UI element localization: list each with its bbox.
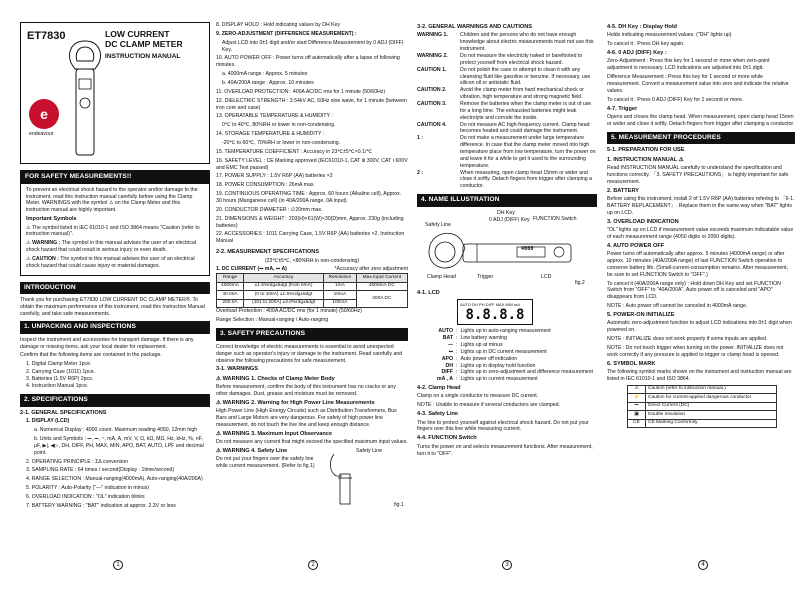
unpacking-text-2: Confirm that the following items are contained in the package. [20, 352, 162, 359]
spec-temp-coefficient: 15. TEMPERATURE COEFFICIENT : Accuracy in 23℃±5℃×0.1/℃ [216, 148, 373, 155]
safety-box [20, 170, 210, 276]
spec-dielectric: 12. DIELECTRIC STRENGTH : 3.54kV AC, 50Hz sine wave, for 1 minute (between iron core and case) [216, 97, 407, 111]
trigger-label: Trigger [477, 273, 494, 280]
dc-current-note: *Accuracy after zero adjustment [334, 266, 408, 273]
column-2 [216, 22, 408, 508]
battery-text: Before using this instrument, install 2 of 1.5V R6P (AA) batteries refering to 「6-1. BATTERY REPLACEMENT」. Replace them in the same way when "BAT" lights up on LCD. [607, 196, 795, 216]
list-item: CAUTION 3. Remove the batteries when the clamp meter is out of use for a long time. The exhausted batteries might leak electrolyte and corrode the inside. [417, 100, 592, 121]
table-row: 4000mA ±1.5%rdg±5dgt (from 5mA) 1mA 4000mA DC [217, 282, 408, 291]
warning-2-title: ⚠ WARNING 2. Warning for High Power Line Measurements [216, 399, 375, 406]
measurement-specs-heading: 2-2. MEASUREMENT SPECIFICATIONS [216, 249, 320, 256]
list-item: CAUTION 2. Avoid the clamp meter from hard mechanical shock or vibration, high temperature and strong magnetic field. [417, 87, 584, 101]
dc-current-heading: 1. DC CURRENT (⎓ mA, ⎓ A) [216, 266, 287, 273]
warning-4-block [216, 448, 408, 508]
initialize-note-1: NOTE : INITIALIZE does not work properly if some inputs are applied. [607, 336, 768, 343]
spec-zero-adjustment: 9. ZERO-ADJUSTMENT (DIFFERENCE MEASUREMENT) : [216, 30, 357, 37]
warning-3-text: Do not measure any current that might exceed the specified maximum input values. [216, 439, 408, 446]
warning-4-title: ⚠ WARNING 4. Safety Line [216, 448, 288, 455]
unpacking-text-1: Inspect the instrument and accessories for transport damage. If there is any damage or missing items, ask your local dealer for replacement. [20, 336, 194, 350]
list-item: — : Lights up at minus [447, 341, 503, 348]
spec-overload-protection: 11. OVERLOAD PROTECTION : 400A AC/DC rms for 1 minute (50/60Hz) [216, 88, 386, 95]
overload-heading: 3. OVERLOAD INDICATION [607, 218, 679, 225]
table-row: ⎓ Direct Current (DC) [628, 402, 777, 411]
symbol-mark-text: The following symbol marks shown on the instrument and instruction manual are listed in IEC 61010-1 and ISO 3864. [607, 369, 792, 382]
clamp-head-heading: 4-2. Clamp Head [417, 385, 461, 392]
spec-display-hold: 8. DISPLAY HOLD : Hold indicating values by DH Key [216, 22, 341, 28]
list-item: 1 : Do not make a measurement under large temperature difference. In case that the clamp meter moved into high temperature place from low temperature, turn the power on and leave it for a while to get it used to the surrounding temperature. [417, 135, 596, 169]
safety-intro: To prevent an electrical shock hazard to the operator and/or damage to the instrument, read this instruction manual carefully before using the Clamp Meter. WARNINGS with the symbol ⚠ on the Clamp Meter and this instruction manual are highly important. [26, 186, 198, 214]
introduction-text: Thank you for purchasing ET7830 LOW CURRENT DC CLAMP METER®. To obtain the maximum performance of this instrument, read this Instruction Manual carefully, and take safe measurements. [20, 297, 205, 318]
spec-apo-4000ma: a. 4000mA range : Approx. 5 minutes [222, 71, 308, 78]
safety-line-figure [326, 448, 378, 506]
clamp-head-text: Clamp on a single conductor to measure DC current. [417, 393, 539, 400]
spec-operating-principle: 2. OPERATING PRINCIPLE : ΣΔ conversion [26, 458, 128, 465]
safety-precautions-header: 3. SAFETY PRECAUTIONS [216, 328, 408, 341]
high-voltage-icon: ⚡ [628, 394, 646, 403]
trigger-text: Opens and closes the clamp head. When measurement, open clamp head 15mm or wider and close it softly. Detach fingers from trigger after clamping a conductor. [607, 114, 795, 127]
clamp-head-label: Clamp Head [427, 273, 456, 280]
preparation-heading: 5-1. PREPARATION FOR USE [607, 147, 685, 154]
safety-line-label: Safety Line [356, 448, 382, 455]
spec-apo-40a: b. 40A/200A range : Approx. 10 minutes [222, 80, 314, 87]
dc-current-table [216, 273, 408, 308]
warning-1-text: Before measurement, confirm the body of this instrument has no cracks or any other damages. Dust, grease and moisture must be removed. [216, 384, 396, 397]
lcd-heading: 4-1. LCD [417, 289, 440, 296]
model-number: ET7830 [27, 30, 66, 42]
apo-heading: 4. AUTO POWER OFF [607, 242, 665, 249]
safety-precautions-intro: Correct knowledge of electric measurements is essential to avoid unexpected danger such as operator's injury or damage to the instrument. Read carefully and observe the following precautions for safe measurement. [216, 343, 403, 364]
spec-zero-adjustment-text: Adjust LCD into 0±1 digit and/or start Difference Measurement by 0 ADJ (DIFF) Key. [222, 39, 404, 53]
symbol-table [627, 385, 777, 429]
function-switch-text: Turns the power on and selects measurement functions. After measurement, turn it to "OFF". [417, 443, 593, 457]
general-specs-heading: 2-1. GENERAL SPECIFICATIONS [20, 409, 107, 416]
list-item: WARNING 2. Do not measure the electricity naked or barefooted to protect yourself from electrical shock hazard. [417, 52, 583, 66]
table-header: Range [217, 274, 244, 283]
caution-icon: ⚠ [678, 156, 684, 163]
spec-overload: 6. OVERLOAD INDICATION : "OL" indication blinks [26, 493, 145, 500]
table-row: ▣ Double Insulation [628, 411, 777, 420]
zero-key-label: 0 ADJ (DIFF) Key [489, 216, 530, 223]
package-list [20, 361, 210, 390]
spec-range-selection: 4. RANGE SELECTION : Manual-ranging(4000mA), Auto-ranging(40A/200A) [26, 476, 203, 483]
spec-storage-temp-text: -20℃ to 60℃, 70%RH or lower in non-condensing. [222, 140, 341, 147]
list-item: ⎓ : Lights up in DC current measurement [448, 348, 547, 355]
table-row: ⚠ Caution (refer to instruction manual.) [628, 385, 777, 394]
column-4 [607, 22, 795, 428]
safety-line-text: The line to protect yourself against electrical shock hazard. Do not put your fingers over this line while measuring current. [417, 419, 589, 433]
fig1-caption: fig.1 [394, 502, 404, 509]
important-symbols-heading: Important Symbols [26, 216, 77, 223]
dh-key-label: DH Key [497, 209, 515, 216]
initialize-note-2: NOTE : Do not touch trigger when turning on the power. INITIALIZE does not work correctly if any pressure is applied to trigger or clamp head is opened. [607, 345, 784, 358]
spec-safety-level: 16. SAFETY LEVEL : CE Marking approved (IEC61010-1, CAT Ⅲ 300V, CAT Ⅰ 600V and EMC Test passed) [216, 157, 408, 171]
lcd-annunciators: AUTO DH PH DIFF MAX MIN mA [460, 302, 520, 308]
brand-logo: e [29, 99, 59, 129]
column-3 [417, 22, 597, 459]
table-header: Resolution [324, 274, 357, 283]
page-number-1: 1 [113, 560, 123, 570]
symbol-mark-heading: 6. SYMBOL MARK [607, 360, 656, 367]
symbol-note-1: ⚠ The symbol listed in IEC 61010-1 and ISO 3864 means "Caution (refer to instruction manual)". [26, 224, 200, 238]
list-item: 1. Digital Clamp Meter 1pce. [26, 361, 92, 368]
specifications-header: 2. SPECIFICATIONS [20, 394, 210, 407]
spec-power-supply: 17. POWER SUPPLY : 1.5V R6P (AA) batteries ×2 [216, 173, 333, 180]
table-header: Accuracy [243, 274, 323, 283]
warnings-list [417, 32, 597, 190]
ce-mark-icon: CE [628, 419, 646, 428]
symbol-note-3: ⚠ CAUTION : The symbol in this manual advises the user of an electrical shock hazard that could cause injury or material damages. [26, 255, 195, 269]
table-row: 40.00A (0 to 100A) ±1.5%rdg±5dgt 10mA 200A DC [217, 291, 408, 300]
function-switch-heading: 4-4. FUNCTION Switch [417, 435, 477, 442]
list-item: 4. Instruction Manual 1pce. [26, 383, 89, 390]
table-row: 200.0A (101 to 200A) ±3.0%rdg±5dgt 100mA [217, 299, 408, 308]
instruction-manual-heading: 1. INSTRUCTION MANUAL ⚠ [607, 156, 684, 163]
table-row: ⚡ Caution for current-applied dangerous conductor [628, 394, 777, 403]
warning-4-text: Do not put your fingers over the safety line while current measurement. (Refer to fig.1) [216, 456, 315, 470]
spec-accessories: 22. ACCESSORIES : 1011 Carrying Case, 1.5V R6P (AA) batteries ×2, Instruction Manual [216, 231, 405, 245]
spec-operating-time: 19. CONTINUOUS OPERATING TIME : Approx. 60 hours (Alkaline cell), Approx. 30 hours (Manganese cell) (in 40A/200A range, 0A input) [216, 191, 402, 205]
zero-key-cancel: To cancel it : Press 0 ADJ (DIFF) Key for 1 second or more. [607, 96, 744, 103]
warning-icon: ⚠ [216, 430, 223, 437]
spec-dimensions: 21. DIMENSIONS & WEIGHT : 203(H)×61(W)×30(D)mm, Approx. 230g (including batteries) [216, 215, 404, 229]
zero-adjust-text: Zero-Adjustment : Press this key for 1 second or more when zero-point adjustment is necessary. LCD indications are adjusted into 0±1 digit. [607, 58, 770, 72]
clamp-meter-illustration [65, 39, 105, 159]
name-illustration [417, 210, 597, 288]
dh-key-cancel: To cancel it : Press DH key again. [607, 41, 685, 48]
symbol-note-2: ⚠ WARNING : The symbol in this manual advises the user of an electrical shock hazard that could result in serious injury or even death. [26, 240, 197, 254]
battery-heading: 2. BATTERY [607, 187, 640, 194]
spec-display: 1. DISPLAY (LCD) [26, 418, 70, 425]
column-1 [20, 22, 210, 512]
spec-units-symbols: b. Units and Symbols : ⎓, ⎓, ~, mA, A, mV, V, Ω, kΩ, MΩ, Hz, kHz, %, nF, μF, ▶|, ◀▷, DH, DIFF, PH, MAX, MIN, APO, BAT, AUTO, LPF and decimal point. [34, 435, 204, 456]
page-number-2: 2 [308, 560, 318, 570]
warning-1-title: ⚠ WARNING 1. Checks of Clamp Meter Body [216, 375, 335, 382]
warning-3-title: ⚠ WARNING 3. Maximum Input Observance [216, 430, 332, 437]
name-illustration-header: 4. NAME ILLUSTRATION [417, 194, 597, 207]
list-item: APO : Auto power off indication [441, 355, 518, 362]
cover-title-1: LOW CURRENT [105, 29, 170, 39]
safety-line-label: Safety Line [425, 221, 451, 228]
cover-subtitle: INSTRUCTION MANUAL [105, 53, 181, 60]
list-item: 2. Carrying Case (1011) 1pce. [26, 368, 96, 375]
lcd-panel [457, 299, 533, 325]
cover-box [20, 22, 210, 164]
safety-line-heading: 4-3. Safety Line [417, 411, 459, 418]
initialize-heading: 5. POWER-ON INITIALIZE [607, 312, 675, 319]
double-insulation-icon: ▣ [628, 411, 646, 420]
lcd-digits: 8.8.8.8 [465, 307, 525, 324]
table-row: CE CE Marking Conformity [628, 419, 777, 428]
spec-polarity: 5. POLARITY : Auto-Polarity ("—" indication in minus) [26, 485, 149, 492]
instruction-manual-text: Read INSTRUCTION MANUAL carefully to understand the specification and functions correctly. 「3. SAFETY PRECAUTIONS」 is highly important for safe measurement. [607, 165, 789, 185]
list-item: AUTO : Lights up in auto-ranging measurement [438, 328, 551, 335]
unpacking-header: 1. UNPACKING AND INSPECTIONS [20, 321, 210, 334]
spec-auto-power-off: 10. AUTO POWER OFF : Power turns off automatically after a lapse of following minutes. [216, 55, 400, 69]
caution-icon: ⚠ [26, 255, 33, 262]
spec-storage-temp: 14. STORAGE TEMPERATURE & HUMIDITY : [216, 131, 325, 138]
page-number-4: 4 [698, 560, 708, 570]
overload-protection: Overload Protection : 400A AC/DC rms (for 1 minute) (50/60Hz) [216, 308, 362, 315]
dh-key-text: Holds indicating measurement values. ("DH" lights up) [607, 32, 732, 39]
warning-2-text: High Power Line (High Energy Circuits) such as Distribution Transformers, Bus Bars and Large Motors are very dangerous. For safety of high power line measurement, do not touch the live line and keep enough distance. [216, 408, 397, 428]
spec-sampling-rate: 3. SAMPLING RATE : 64 times / second(Display : 1time/second) [26, 467, 175, 474]
dc-current-row [216, 266, 408, 273]
list-item: 3. Batteries (1.5V R6P) 2pcs. [26, 375, 94, 382]
procedures-header: 5. MEASUREMENT PROCEDURES [607, 132, 795, 145]
dc-icon: ⎓ [628, 402, 646, 411]
warning-icon: ⚠ [216, 375, 223, 382]
list-item: DIFF : Lights up in zero-adjustment and difference measurement [441, 369, 594, 376]
list-item: DH : Lights up in display hold function [445, 362, 536, 369]
introduction-header: INTRODUCTION [20, 282, 210, 295]
table-header: Max.Input Current [356, 274, 407, 283]
safety-box-header: FOR SAFETY MEASUREMENTS!! [21, 171, 209, 184]
general-warnings-heading: 3-2. GENERAL WARNINGS AND CAUTIONS [417, 24, 532, 30]
trigger-heading: 4-7. Trigger [607, 105, 638, 112]
apo-cancel: To cancel it (40A/200A range only) : Hold down DH Key and set FUNCTION Switch from "OFF" to "40A/200A". Auto power off is canceled and "APO" disappears from LCD. [607, 280, 781, 301]
apo-note: NOTE : Auto power off cannot be canceled in 4000mA range. [607, 303, 748, 310]
difference-text: Difference Measurement : Press this key for 1 second or more while measurement. Convert a measurement value into zero and indicate the relative values. [607, 74, 789, 94]
list-item: 2 : When measuring, open clamp head 15mm or wider and close it softly. Detach fingers from trigger after clamping a conductor. [417, 169, 592, 190]
warning-icon: ⚠ [216, 399, 223, 406]
warning-icon: ⚠ [216, 448, 223, 455]
spec-conductor-diameter: 20. CONDUCTOR DIAMETER : ∅20mm max. [216, 206, 323, 213]
list-item: mA , A : Lights up in current measurement [436, 376, 538, 383]
spec-battery-warning: 7. BATTERY WARNING : "BAT" indication at approx. 2.3V or less [26, 502, 176, 509]
initialize-text: Automatic zero-adjustment function to adjust LCD indications into 0±1 digit when powered on. [607, 320, 792, 334]
apo-text: Power turns off automatically after approx. 5 minutes (4000mA range) or after approx. 10 minutes (40A/200A range) of last FUNCTION Switch operation to conserve battery life. (Small-current-consumption remains. After measurement, be sure to set FUNCTION Switch to "OFF".) [607, 251, 789, 278]
spec-operating-temp: 13. OPERATABLE TEMPERATURE & HUMIDITY : [216, 113, 333, 120]
list-item: CAUTION 1. Do not polish the case or attempt to clean it with any cleansing fluid like gasoline or benzine. If necessary, use silicon oil or antistatic fluid. [417, 66, 591, 87]
lcd-legend [417, 328, 597, 383]
list-item: BAT : Low battery warning [442, 335, 507, 342]
clamp-head-note: NOTE : Unable to measure if several conductors are clamped. [417, 402, 561, 409]
list-item: WARNING 1. Children and the persons who do not have enough knowledge about electric measurements must not use this instrument. [417, 32, 594, 53]
fig2-caption: fig.2 [575, 279, 585, 286]
page-number-3: 3 [502, 560, 512, 570]
dh-key-heading: 4-5. DH Key : Display Hold [607, 24, 677, 30]
spec-operating-temp-text: 0℃ to 40℃, 80%RH or lower in non-condensing. [222, 122, 336, 129]
brand-name: endeavour [29, 131, 54, 137]
cover-title-2: DC CLAMP METER [105, 39, 183, 49]
caution-icon: ⚠ [26, 224, 32, 231]
spec-numerical-display: a. Numerical Display : 4000 count. Maximum reading 4050, 12mm high [34, 427, 198, 434]
warning-icon: ⚠ [26, 240, 33, 247]
measurement-conditions: (23℃±5℃, <80%RH in non-condensing) [264, 257, 360, 264]
zero-key-heading: 4-6. 0 ADJ (DIFF) Key : [607, 50, 667, 57]
lcd-label: LCD [541, 273, 552, 280]
spec-power-consumption: 18. POWER CONSUMPTION : 26mA max. [216, 182, 315, 189]
function-switch-label: FUNCTION Switch [533, 215, 577, 222]
lcd-display-digits: 4000 [521, 245, 534, 252]
warnings-heading: 3-1. WARNINGS [216, 366, 258, 373]
list-item: CAUTION 4. Do not measure AC high-frequency current. Clamp head becomes heated and could damage the instrument. [417, 121, 590, 135]
range-selection: Range Selection : Manual-ranging / Auto-ranging [216, 317, 329, 324]
caution-icon: ⚠ [628, 385, 646, 394]
overload-text: "OL" lights up on LCD if measurement value exceeds maximum indicatable value of each measurement range (4050 digits or 2050 digits). [607, 227, 794, 240]
